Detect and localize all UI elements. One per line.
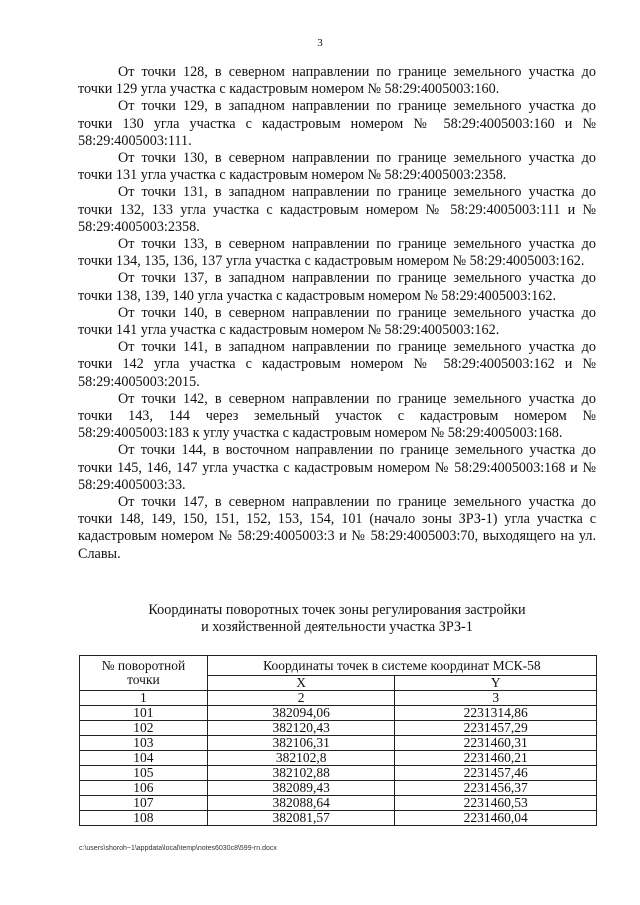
table-cell: 103 (80, 736, 208, 751)
table-cell: 382081,57 (207, 811, 395, 826)
table-cell: 382106,31 (207, 736, 395, 751)
paragraph: От точки 147, в северном направлении по границе земельного участка до точки 148, 149, 150, 151, 152, 153, 154, 101 (начало зоны ЗРЗ-1) угла участка с кадастровым номером № 58:29:4005003:3 и № 58:29:4005003:70, выходящего на ул. Славы. (78, 494, 596, 562)
paragraph: От точки 129, в западном направлении по границе земельного участка до точки 130 угла участка с кадастровым номером № 58:29:4005003:160 и № 58:29:4005003:111. (78, 98, 596, 149)
table-cell: 3 (395, 691, 597, 706)
paragraph: От точки 130, в северном направлении по границе земельного участка до точки 131 угла участка с кадастровым номером № 58:29:4005003:2358. (78, 150, 596, 184)
coordinates-table (79, 655, 597, 826)
table-cell: 105 (80, 766, 208, 781)
paragraph: От точки 141, в западном направлении по границе земельного участка до точки 142 угла участка с кадастровым номером № 58:29:4005003:162 и № 58:29:4005003:2015. (78, 339, 596, 390)
table-row (80, 751, 597, 766)
section-title-line: и хозяйственной деятельности участка ЗРЗ-1 (201, 619, 473, 635)
header-y: Y (395, 676, 597, 691)
header-point-number: № поворотной точки (80, 656, 208, 691)
section-title (78, 602, 596, 636)
table-cell: 1 (80, 691, 208, 706)
table-cell: 2231457,29 (395, 721, 597, 736)
table-cell: 2231460,21 (395, 751, 597, 766)
footer-file-path: c:\users\shoroh~1\appdata\local\temp\notes6030c8\599-rn.docx (79, 845, 277, 852)
column-number-row (80, 691, 597, 706)
table-cell: 101 (80, 706, 208, 721)
table-cell: 382102,88 (207, 766, 395, 781)
table-cell: 102 (80, 721, 208, 736)
table-cell: 2231460,04 (395, 811, 597, 826)
header-x: X (207, 676, 395, 691)
table-cell: 106 (80, 781, 208, 796)
table-cell: 2231456,37 (395, 781, 597, 796)
table-cell: 2 (207, 691, 395, 706)
paragraph: От точки 133, в северном направлении по границе земельного участка до точки 134, 135, 136, 137 угла участка с кадастровым номером № 58:29:4005003:162. (78, 236, 596, 270)
table-cell: 2231457,46 (395, 766, 597, 781)
table-row (80, 811, 597, 826)
table-cell: 382120,43 (207, 721, 395, 736)
table-cell: 2231314,86 (395, 706, 597, 721)
header-coordinates: Координаты точек в системе координат МСК-58 (207, 656, 596, 676)
table-cell: 382102,8 (207, 751, 395, 766)
table-cell: 2231460,53 (395, 796, 597, 811)
table-cell: 107 (80, 796, 208, 811)
table-cell: 2231460,31 (395, 736, 597, 751)
table-cell: 382088,64 (207, 796, 395, 811)
table-cell: 108 (80, 811, 208, 826)
table-row (80, 706, 597, 721)
paragraph: От точки 142, в северном направлении по границе земельного участка до точки 143, 144 через земельный участок с кадастровым номером № 58:29:4005003:183 к углу участка с кадастровым номером № 58:29:4005003:168. (78, 390, 596, 442)
table-cell: 382089,43 (207, 781, 395, 796)
table-cell: 382094,06 (207, 706, 395, 721)
section-title-line: Координаты поворотных точек зоны регулирования застройки (148, 602, 526, 618)
paragraph: От точки 131, в западном направлении по границе земельного участка до точки 132, 133 угла участка с кадастровым номером № 58:29:4005003:111 и № 58:29:4005003:2358. (78, 184, 596, 235)
page-number: 3 (317, 37, 323, 49)
table-row (80, 781, 597, 796)
table-cell: 104 (80, 751, 208, 766)
table-row (80, 736, 597, 751)
paragraph: От точки 128, в северном направлении по границе земельного участка до точки 129 угла участка с кадастровым номером № 58:29:4005003:160. (78, 64, 596, 98)
body-text (78, 64, 596, 563)
paragraph: От точки 137, в западном направлении по границе земельного участка до точки 138, 139, 140 угла участка с кадастровым номером № 58:29:4005003:162. (78, 270, 596, 304)
table-row (80, 721, 597, 736)
table-row (80, 796, 597, 811)
table-row (80, 766, 597, 781)
paragraph: От точки 144, в восточном направлении по границе земельного участка до точки 145, 146, 147 угла участка с кадастровым номером № 58:29:4005003:168 и № 58:29:4005003:33. (78, 442, 596, 493)
paragraph: От точки 140, в северном направлении по границе земельного участка до точки 141 угла участка с кадастровым номером № 58:29:4005003:162. (78, 304, 596, 339)
